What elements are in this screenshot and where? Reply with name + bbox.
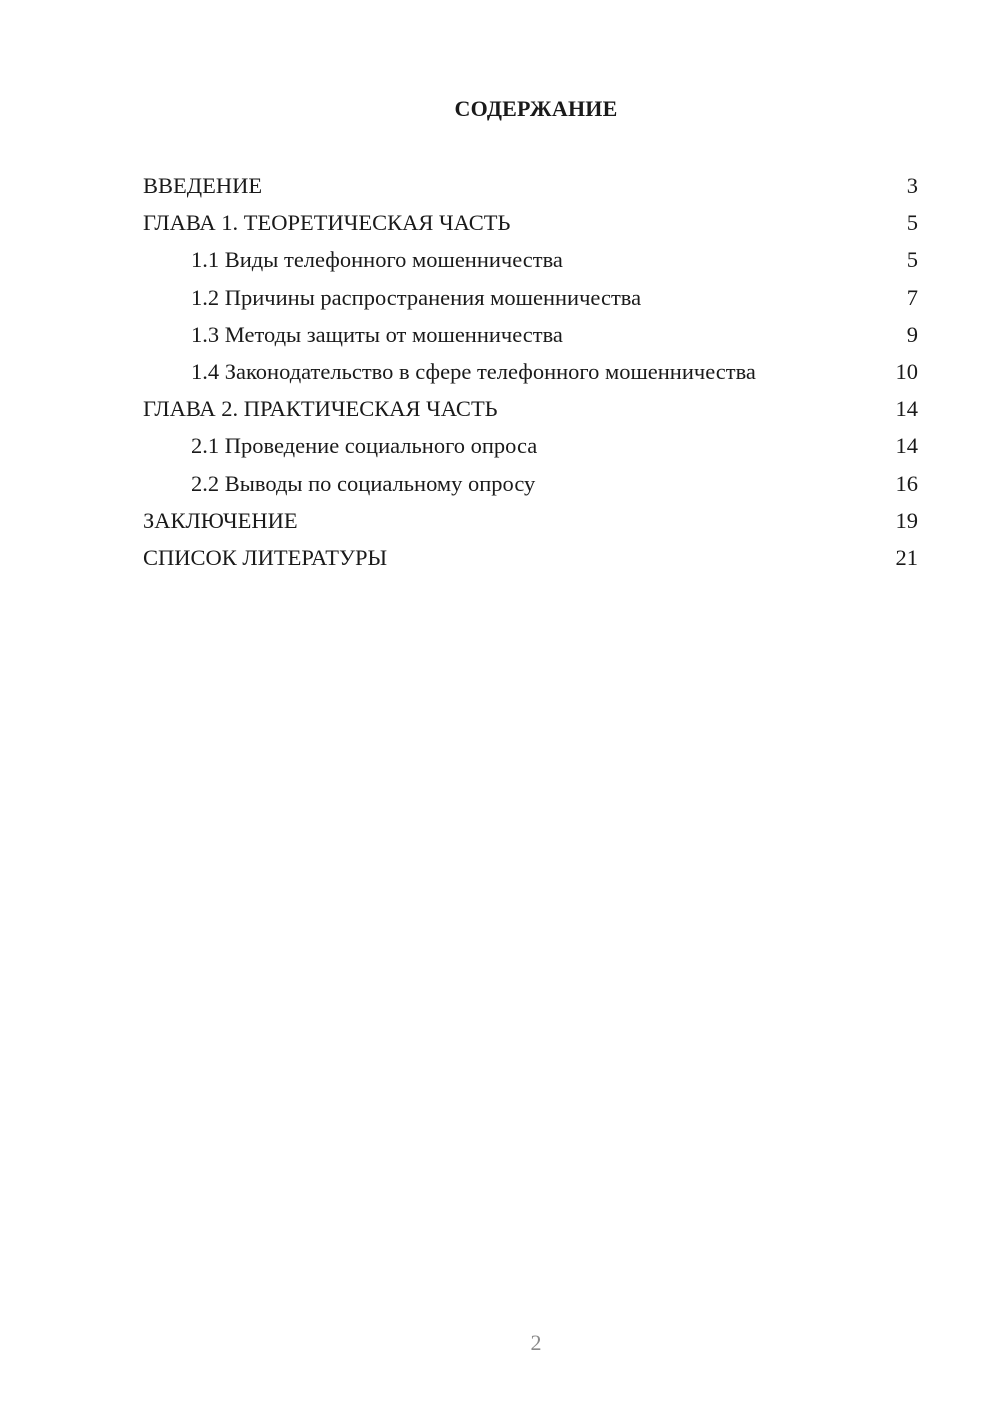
toc-entry-section-2-2 [143,465,918,502]
toc-entry-page: 14 [895,433,918,459]
toc-entry-text: ВВЕДЕНИЕ [143,173,263,198]
toc-entry-chapter-2 [143,390,918,427]
toc-entry-text: 1.3 Методы защиты от мошенничества [191,321,563,347]
toc-entry-page: 3 [906,173,918,198]
toc-entry-bibliography [143,539,918,576]
toc-entry-section-1-1 [143,241,918,278]
toc-entry-section-1-4 [143,353,918,390]
toc-entry-page: 19 [895,507,918,533]
toc-entry-page: 5 [906,210,918,236]
toc-entry-text: ЗАКЛЮЧЕНИЕ [143,507,298,533]
toc-entry-page: 5 [906,247,918,273]
toc-title: СОДЕРЖАНИЕ [454,96,618,121]
toc-entry-introduction [143,167,918,204]
toc-entry-text: ГЛАВА 2. ПРАКТИЧЕСКАЯ ЧАСТЬ [143,396,498,422]
toc-entry-page: 16 [895,470,918,496]
toc-entry-conclusion [143,502,918,539]
toc-entry-text: 1.4 Законодательство в сфере телефонного мошенничества [191,358,756,384]
toc-entry-text: 2.2 Выводы по социальному опросу [191,470,536,496]
toc-entry-chapter-1 [143,204,918,241]
page-number: 2 [530,1330,542,1355]
toc-entry-text: СПИСОК ЛИТЕРАТУРЫ [143,544,388,570]
toc-entry-page: 21 [895,544,918,570]
toc-entry-section-1-2 [143,279,918,316]
toc-entry-text: ГЛАВА 1. ТЕОРЕТИЧЕСКАЯ ЧАСТЬ [143,210,511,236]
toc-entry-section-2-1 [143,427,918,464]
toc-entry-section-1-3 [143,316,918,353]
toc-entry-text: 1.2 Причины распространения мошенничества [191,284,642,310]
toc-entry-page: 14 [895,396,918,422]
toc-entry-page: 7 [906,284,918,310]
toc-entry-page: 9 [906,321,918,347]
toc-entry-text: 1.1 Виды телефонного мошенничества [191,247,563,273]
toc-list [143,167,918,576]
toc-entry-text: 2.1 Проведение социального опроса [191,433,538,459]
toc-entry-page: 10 [895,358,918,384]
